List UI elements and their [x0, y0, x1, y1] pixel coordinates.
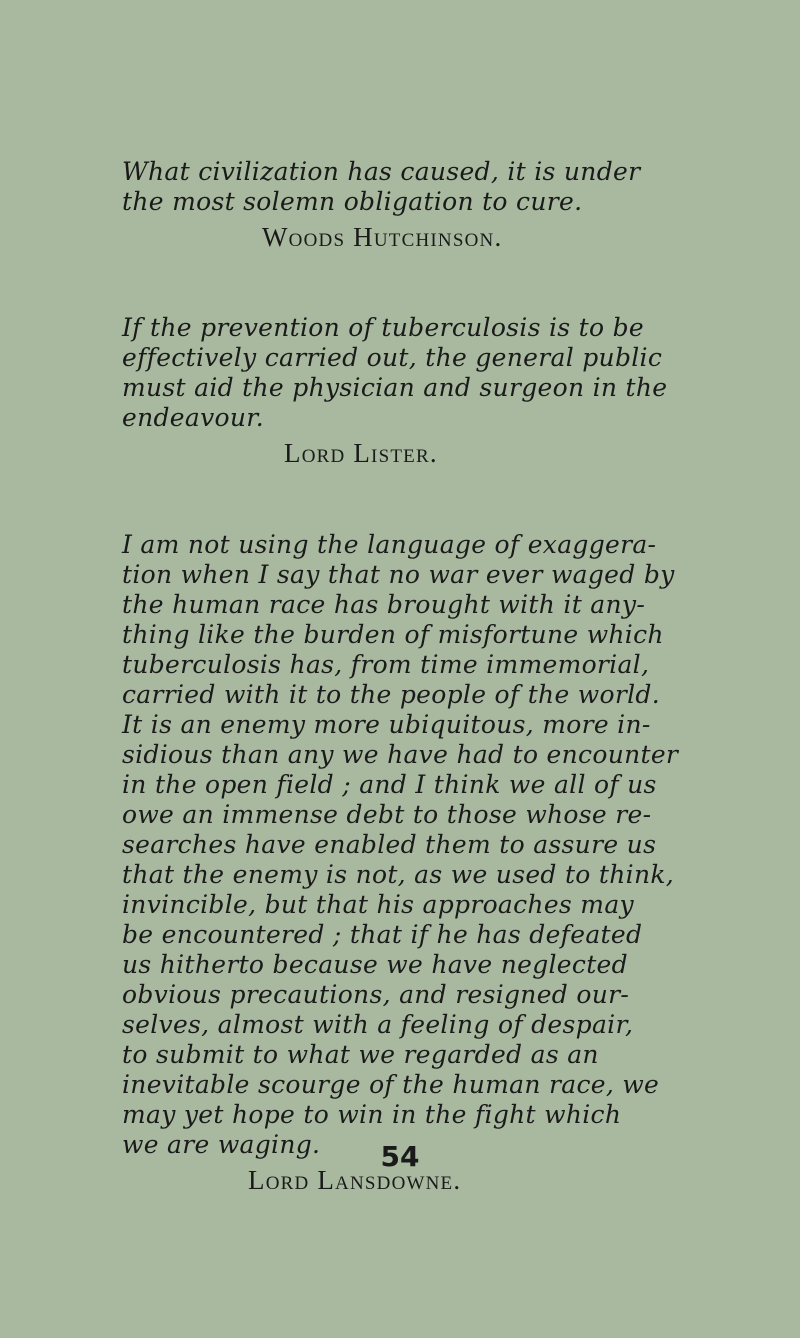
quote-line: searches have enabled them to assure us — [122, 830, 657, 859]
quote-line: It is an enemy more ubiquitous, more in- — [122, 710, 651, 739]
quote-line: to submit to what we regarded as an — [122, 1040, 599, 1069]
quote-line: carried with it to the people of the world. — [122, 680, 660, 709]
quote-line: thing like the burden of misfortune which — [122, 620, 664, 649]
quote-line: may yet hope to win in the fight which — [122, 1100, 622, 1129]
quote-line: effectively carried out, the general public — [122, 343, 663, 372]
quote-line: inevitable scourge of the human race, we — [122, 1070, 660, 1099]
quote-line: be encountered ; that if he has defeated — [122, 920, 643, 949]
quote-attribution: Lord Lister. — [284, 438, 438, 468]
quote-line: tion when I say that no war ever waged by — [122, 560, 675, 589]
quote-line: tuberculosis has, from time immemorial, — [122, 650, 650, 679]
quote-line: in the open field ; and I think we all of us — [122, 770, 657, 799]
quote-lister — [122, 313, 682, 469]
quote-line: obvious precautions, and resigned our- — [122, 980, 630, 1009]
quote-line: What civilization has caused, it is under — [122, 157, 641, 186]
quote-line: we are waging. — [122, 1130, 321, 1159]
quote-line: If the prevention of tuberculosis is to be — [122, 313, 644, 342]
quote-line: selves, almost with a feeling of despair, — [122, 1010, 634, 1039]
quote-line: sidious than any we have had to encounter — [122, 740, 679, 769]
quote-lansdowne — [122, 530, 682, 1196]
page-number: 54 — [380, 1140, 420, 1173]
quote-line: us hitherto because we have neglected — [122, 950, 628, 979]
quote-line: the human race has brought with it any- — [122, 590, 646, 619]
quote-hutchinson — [122, 157, 682, 253]
quote-attribution: Lord Lansdowne. — [248, 1165, 462, 1195]
quote-line: invincible, but that his approaches may — [122, 890, 634, 919]
quote-line: owe an immense debt to those whose re- — [122, 800, 652, 829]
quote-line: must aid the physician and surgeon in the — [122, 373, 668, 402]
quote-line: the most solemn obligation to cure. — [122, 187, 583, 216]
quote-line: endeavour. — [122, 403, 265, 432]
quote-attribution: Woods Hutchinson. — [262, 222, 503, 252]
quote-line: that the enemy is not, as we used to think, — [122, 860, 675, 889]
quote-line: I am not using the language of exaggera- — [122, 530, 657, 559]
